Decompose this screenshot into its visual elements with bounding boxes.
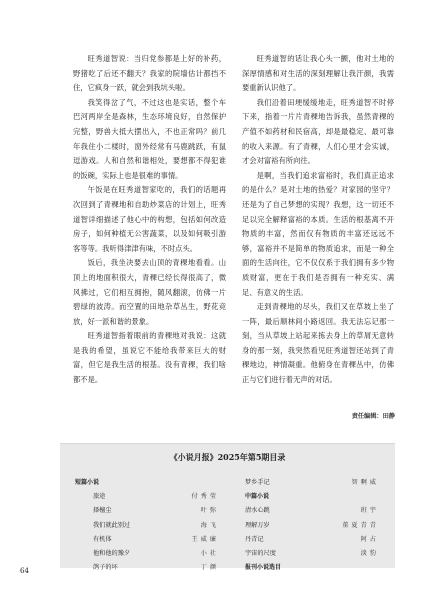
body-paragraph: 我笑得岔了气，不过这也是实话，整个车巴河两岸全是森林，生态环境良好，自然保护完整，野兽大抵大摆出入，不也正常吗？前几年我住小二楼时，窗外经常有马鹿跳跃，有鼠逗游戏。人和自然和谐相处，要想都不得犯谁的饭碗，实际上也是很难的事情。: [73, 97, 226, 180]
toc-item-title: 梦乡手记: [245, 479, 270, 486]
body-paragraph: 旺秀道智说：当归党参都是上好的补药，野猪吃了后还不翻天？我家的院墙估计都挡不住，它疯身一跃，就会到我坑头啦。: [73, 54, 226, 93]
toc-item-author: 付秀莹: [191, 493, 219, 501]
toc-item-title: 丹青记: [245, 535, 264, 543]
toc-item-author: 王威廉: [191, 535, 219, 543]
toc-title: 《小说月报》2025年第5期目录: [169, 452, 286, 462]
body-paragraph: 走到青稞地的尽头，我们又在草坡上坐了一阵，最后顺林间小路返回。我无法忘记那一刻，当从草坡上站起来拣去身上的草屑无意转身的那一刻，我突然看见旺秀道智还站到了青稞地边，神情凝重。他俯身在青稞丛中，仿佛正与它们进行着无声的对话。: [242, 302, 394, 385]
toc-item: [75, 490, 225, 504]
left-text-column: [73, 52, 226, 388]
toc-item: [245, 519, 385, 533]
toc-item: [75, 561, 225, 575]
toc-item-title: 清水心跳: [245, 507, 270, 515]
body-paragraph: 午饭是在旺秀道智家吃的，我们的话题再次回到了青稞地和自助炒菜店的计划上，旺秀道智详细描述了他心中的构想，包括如何改造房子，如何种植无公害蔬菜，以及如何吸引游客等等。我听得津津有味，不时点头。: [73, 185, 226, 253]
toc-section-heading: [75, 476, 225, 490]
toc-item-author: 董夏青青: [342, 521, 379, 529]
table-of-contents: [60, 443, 395, 572]
right-text-column: [242, 52, 394, 388]
toc-item: [75, 547, 225, 561]
responsible-editor: 责任编辑：田静: [351, 413, 395, 420]
toc-section-heading: [245, 561, 385, 575]
toc-item-title: 择檀尘: [93, 507, 112, 515]
toc-item-author: 淡豹: [360, 549, 379, 557]
toc-item: [75, 504, 225, 518]
toc-item-title: 他和他的豫夕: [93, 549, 131, 557]
body-paragraph: 饭后，我坐决要去山顶的青稞地看看。山顶上的地面积很大，青稞已经长得很高了，微风拂过，它们相互拥抱，随风翻滚，仿佛一片碧绿的波涛。而空置的田地杂草丛生，野花竞放，好一派和谐的景象。: [73, 258, 226, 326]
toc-item: [245, 533, 385, 547]
toc-item-author: 叶弥: [200, 507, 219, 515]
toc-item-title: 鸽子的坏: [93, 564, 118, 572]
toc-left-column: [75, 476, 225, 575]
toc-section-label: 短篇小说: [75, 479, 100, 486]
toc-item: [75, 519, 225, 533]
body-paragraph: 旺秀道智指着眼前的青稞地对我说：这就是我的希望，虽说它不能给我带来巨大的财富，但它是我生活的根基。没有青稞，我们啥都不是。: [73, 331, 226, 385]
toc-item-author: 小社: [200, 549, 219, 557]
toc-item-author: 丁颜: [200, 564, 219, 572]
toc-section-heading: [245, 490, 385, 504]
toc-section-label: 报刊小说选目: [245, 564, 282, 572]
toc-item-title: 旅途: [93, 493, 106, 501]
toc-item: [75, 533, 225, 547]
toc-item-author: 智啊威: [351, 479, 379, 486]
toc-item-author: 班宇: [360, 507, 379, 515]
toc-section-label: 中篇小说: [245, 493, 270, 501]
toc-item-author: 海飞: [200, 521, 219, 529]
toc-item: [245, 504, 385, 518]
toc-item: [245, 476, 385, 490]
toc-item: [245, 547, 385, 561]
toc-right-column: [245, 476, 385, 575]
toc-item-title: 理解万岁: [245, 521, 270, 529]
page-number: 64: [20, 567, 29, 575]
toc-item-author: 阿占: [360, 535, 379, 543]
body-paragraph: 我们沿着田埂缓缓地走，旺秀道智不时停下来，指着一片片青稞地告诉我，虽然青稞的产值不如药材和民宿高，却是最稳定、最可靠的收入来源。有了青稞，人们心里才会实诚，才会对富裕有所向往。: [242, 97, 394, 166]
toc-item-title: 宇宙的尺度: [245, 549, 276, 557]
toc-item-title: 有机体: [93, 535, 112, 543]
body-paragraph: 是啊，当我们追求富裕时，我们真正追求的是什么？是对土地的热爱？对家园的坚守？还是为了自己梦想的实现？我想，这一切还不足以完全解释富裕的本质。生活的根基离不开物质的丰富，然而仅有物质的丰富还远远不够，富裕并不是简单的物质追求，而是一种全面的生活向往，它不仅仅系于我们拥有多少物质财富，更在于我们是否拥有一种充实、满足、有意义的生活。: [242, 170, 394, 297]
toc-item-title: 我们就此别过: [93, 521, 131, 529]
body-paragraph: 旺秀道智的话让我心头一颤，他对土地的深厚情感和对生活的深刻理解让我汗颜，我需要重新认识他了。: [242, 54, 394, 93]
